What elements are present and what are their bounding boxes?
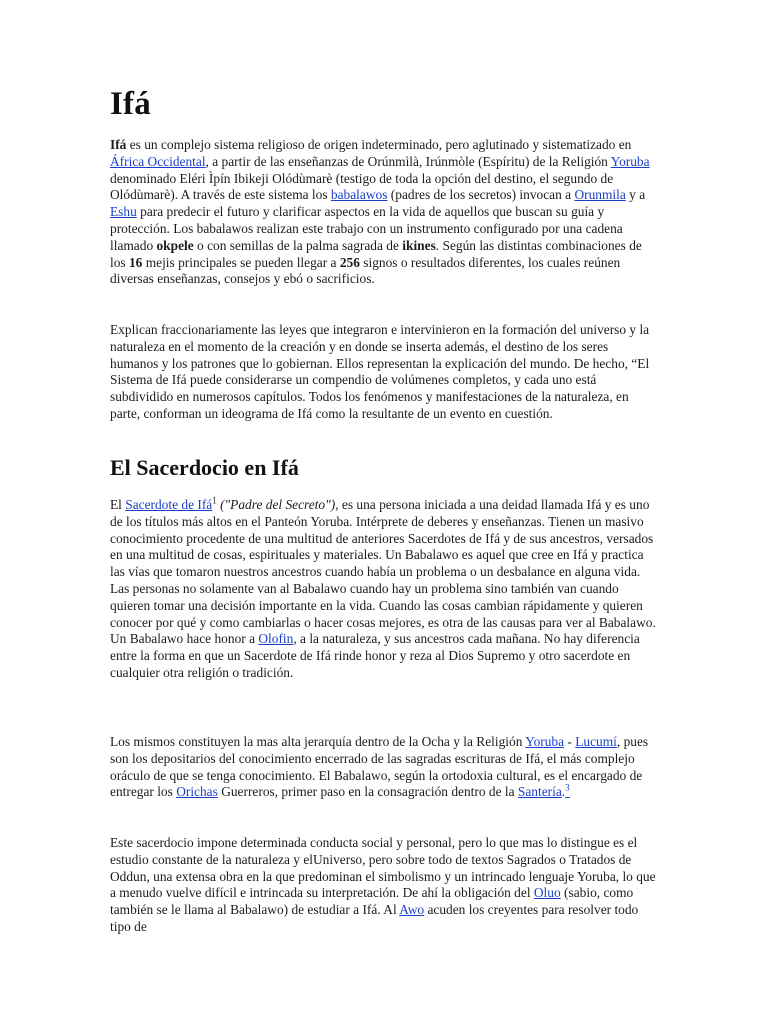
page-title: Ifá xyxy=(110,86,151,122)
italic-text: ("Padre del Secreto") xyxy=(216,497,336,512)
text-run: mejis principales se pueden llegar a xyxy=(142,254,340,270)
text-run: y a xyxy=(625,187,646,203)
text-run: para predecir el futuro y clarificar aspectos en la vida de aquellos que buscan su guía y protección. Los babalawos realizan este trabajo con un instrumento configurado por una cadena llamado xyxy=(110,204,623,253)
text-run: acuden los creyentes para resolver todo tipo de xyxy=(110,902,639,934)
paragraph-intro xyxy=(110,137,658,288)
link-oluo[interactable]: Oluo xyxy=(533,885,561,901)
link-yoruba[interactable]: Yoruba xyxy=(610,153,650,169)
text-run: signos o resultados diferentes, los cuales reúnen diversas enseñanzas, consejos y ebó o sacrificios. xyxy=(110,254,621,287)
paragraph-explanation xyxy=(110,322,658,423)
link-orichas[interactable]: Orichas xyxy=(176,784,218,800)
link-yoruba-2[interactable]: Yoruba xyxy=(525,734,565,749)
text-run: o con semillas de la palma sagrada de xyxy=(193,237,403,253)
bold-term: okpele xyxy=(156,237,194,253)
bold-term: Ifá xyxy=(110,137,127,152)
bold-term: 16 xyxy=(128,254,143,270)
paragraph-sacerdote xyxy=(110,497,658,682)
text-run: es un complejo sistema religioso de origen indeterminado, pero aglutinado y sistematizado en xyxy=(126,137,632,152)
text-run: Explican fraccionariamente las leyes que integraron e intervinieron en la formación del universo y la naturaleza en el momento de la creación y en donde se inserta además, el destino de los seres humanos y los patrones que lo gobiernan. Ellos representan la explicación del mundo. De hecho, “El Sistema de Ifá puede considerarse un compendio de volúmenes completos, y cada uno está subdividido en numerosos capítulos. Todos los fenómenos y manifestaciones de la naturaleza, en parte, conforman un ideograma de Ifá como la resultante de un evento en cuestión. xyxy=(110,322,650,421)
text-run: Los mismos constituyen la mas alta jerarquía dentro de la Ocha y la Religión xyxy=(110,734,526,749)
link-africa-occidental[interactable]: África Occidental xyxy=(110,153,206,169)
link-lucumi[interactable]: Lucumí xyxy=(575,734,617,749)
text-run: (padres de los secretos) invocan a xyxy=(387,187,575,203)
footnote-3[interactable] xyxy=(565,784,570,799)
text-run: . xyxy=(561,784,566,800)
link-santeria[interactable]: Santería xyxy=(517,784,562,800)
text-run: , a la naturaleza, y sus ancestros cada mañana. No hay diferencia entre la forma en que un Sacerdote de Ifá rinde honor y reza al Dios Supremo y otro sacerdote en cualquier otra religión o tradición. xyxy=(110,631,640,680)
text-run: Guerreros, primer paso en la consagración dentro de la xyxy=(217,784,518,800)
link-awo[interactable]: Awo xyxy=(399,902,425,918)
text-run: , pues son los depositarios del conocimiento encerrado de las sagradas escrituras de Ifá, el más complejo oráculo de que se tenga conocimiento. El Babalawo, según la ortodoxia cultural, es el encargado de entregar los xyxy=(110,734,649,800)
link-babalawos[interactable]: babalawos xyxy=(330,187,388,203)
link-olofin[interactable]: Olofin xyxy=(258,631,294,647)
text-run: . Según las distintas combinaciones de los xyxy=(110,237,642,270)
link-orunmila[interactable]: Orunmila xyxy=(574,187,626,203)
bold-term: ikines xyxy=(402,237,436,253)
section-heading: El Sacerdocio en Ifá xyxy=(110,455,299,480)
footnote-marker: 1 xyxy=(212,495,217,506)
link-sacerdote-de-ifa[interactable]: Sacerdote de Ifá xyxy=(125,497,213,512)
text-run: (sabio, como también se le llama al Babalawo) de estudiar a Ifá. Al xyxy=(110,885,634,918)
paragraph-sacerdocio xyxy=(110,835,658,936)
text-run: El xyxy=(110,497,126,512)
text-run: , es una persona iniciada a una deidad llamada Ifá y es uno de los títulos más altos en el Panteón Yoruba. Intérprete de deberes y enseñanzas. Tienen un masivo conocimiento procedente de una multitud de anteriores Sacerdotes de Ifá y de sus ancestros, versados en una multitud de cosas, espirituales y materiales. Un Babalawo es aquel que cree en Ifá y practica las vías que tomaron nuestros ancestros cuando había un problema o un desbalance en alguna vida. Las personas no solamente van al Babalawo cuando hay un problema sino también van cuando quieren tomar una decisión importante en la vida. Cuando las cosas cambian rápidamente y quieren conocer por qué y como cambiarlas o hacer cosas mejores, es otra de las causas para ver al Babalawo. Un Babalawo hace honor a xyxy=(110,497,656,647)
text-run: denominado Eléri Ìpín Ibikeji Olódùmarè (testigo de toda la opción del destino, el segundo de Olódùmarè). A través de este sistema los xyxy=(110,170,614,203)
text-run: - xyxy=(564,734,576,749)
text-run: Este sacerdocio impone determinada conducta social y personal, pero lo que mas lo distingue es el estudio constante de la naturaleza y elUniverso, pero sobre todo de textos Sagrados o Tratados de Oddun, una extensa obra en la que predominan el simbolismo y un intrincado lenguaje Yoruba, lo que a menudo vuelve difícil e intrincada su interpretación. De ahí la obligación del xyxy=(110,835,656,901)
footnote-marker[interactable]: 3 xyxy=(565,782,570,793)
bold-term: 256 xyxy=(339,254,360,270)
link-eshu[interactable]: Eshu xyxy=(110,204,137,220)
paragraph-jerarquia xyxy=(110,734,658,801)
text-run: , a partir de las enseñanzas de Orúnmìlà, Irúnmòle (Espíritu) de la Religión xyxy=(205,153,611,169)
